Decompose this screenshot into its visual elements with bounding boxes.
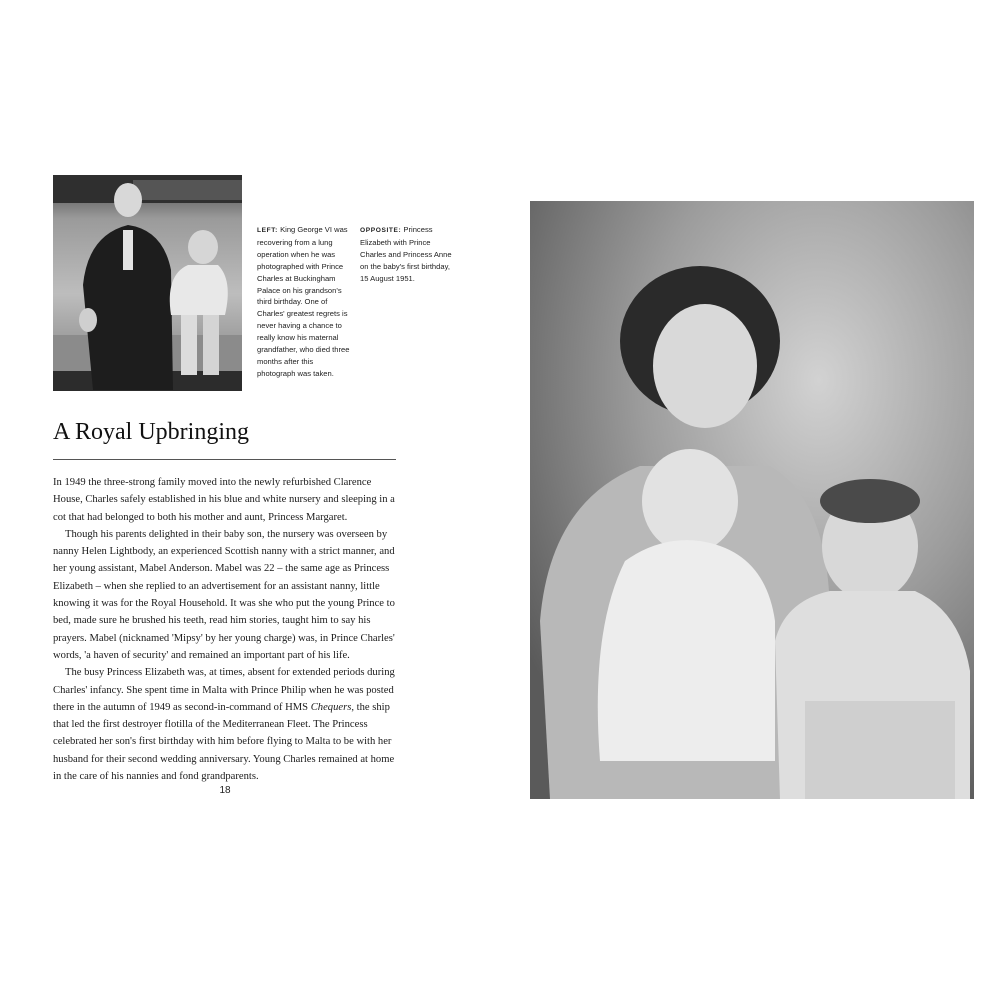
body-paragraph-1: In 1949 the three-strong family moved into the newly refurbished Clarence House, Charles safely established in his blue and white nursery and sleeping in a cot that had belonged to both his mother and aunt, Princess Margaret. (53, 477, 395, 523)
body-text (53, 474, 396, 785)
body-paragraph-3 (53, 664, 396, 785)
title-divider (53, 459, 396, 460)
photo-princess-and-children (530, 201, 974, 799)
photo-princess-and-children-image (530, 201, 974, 799)
photo-king-and-prince-image (53, 175, 242, 391)
body-paragraph-2: Though his parents delighted in their baby son, the nursery was overseen by nanny Helen Lightbody, an experienced Scottish nanny with a strict manner, and her young assistant, Mabel Anderson. Mabel was 22 – the same age as Princess Elizabeth – when she replied to an advertisement for an assistant nanny, little knowing it was for the Royal Household. It was she who put the young Prince to bed, made sure he brushed his teeth, read him stories, taught him to say his prayers. Mabel (nicknamed 'Mipsy' by her young charge) was, in Prince Charles' words, 'a haven of security' and remained an important part of his life. (53, 528, 395, 661)
body-paragraph-3-end: , the ship that led the first destroyer flotilla of the Mediterranean Fleet. The Princess celebrated her son's first birthday with him before flying to Malta to be with her husband for their second wedding anniversary. Young Charles remained at home in the care of his nannies and fond grandparents. (53, 701, 395, 783)
body-paragraph-3-start: The busy Princess Elizabeth was, at times, absent for extended periods during Charles' infancy. She spent time in Malta with Prince Philip when he was posted there in the autumn of 1949 as second-in-command of HMS (53, 667, 395, 713)
caption-left (257, 224, 352, 380)
caption-left-lead: LEFT: (257, 227, 278, 234)
caption-opposite-lead: OPPOSITE: (360, 227, 402, 234)
caption-opposite-text: Princess Elizabeth with Prince Charles and Princess Anne on the baby's first birthday, 15 August 1951. (360, 225, 452, 283)
ship-name: Chequers (310, 701, 352, 713)
photo-king-and-prince (53, 175, 242, 391)
caption-left-text: King George VI was recovering from a lung operation when he was photographed with Prince Charles at Buckingham Palace on his grandson's third birthday. One of Charles' greatest regrets is never having a chance to really know his maternal grandfather, who died three months after this photograph was taken. (257, 225, 350, 378)
chapter-title: A Royal Upbringing (53, 419, 249, 445)
page-number: 18 (219, 785, 231, 796)
caption-opposite (360, 224, 452, 285)
